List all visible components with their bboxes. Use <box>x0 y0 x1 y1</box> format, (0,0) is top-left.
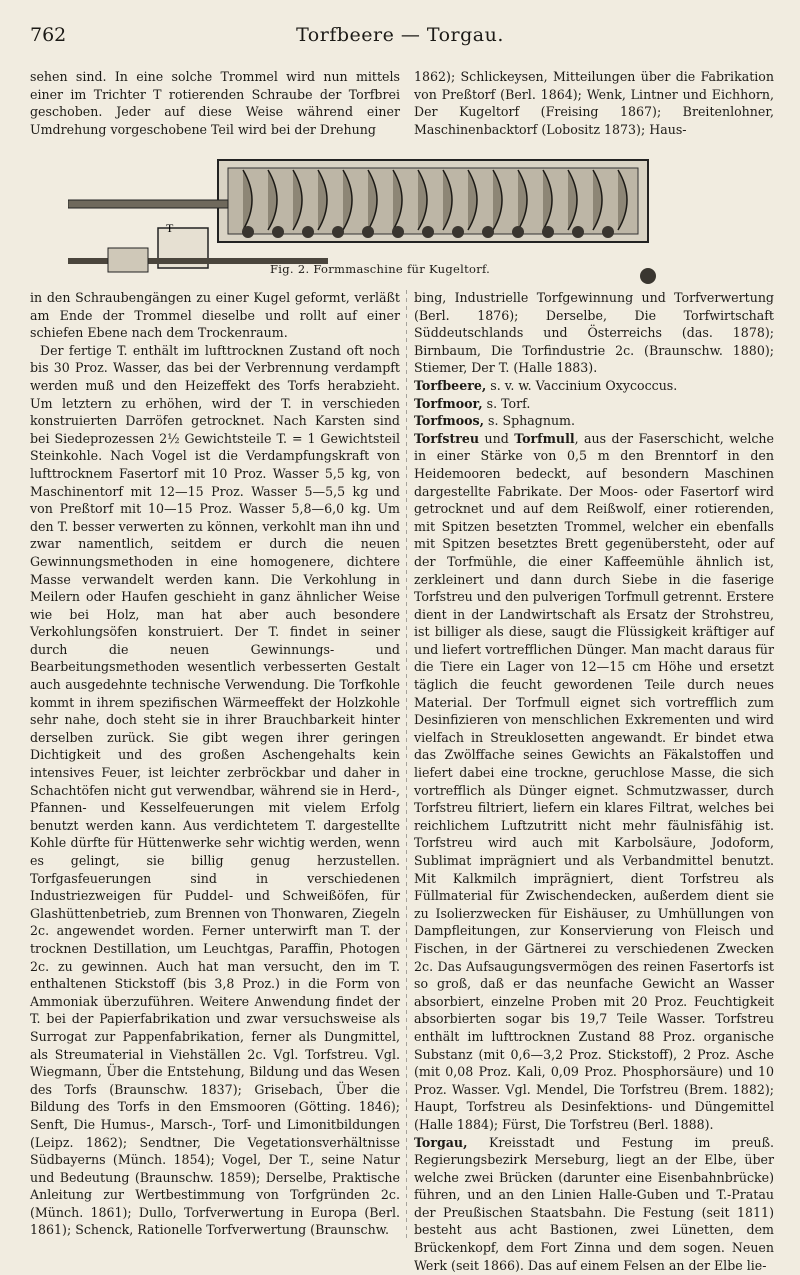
entry-text: s. v. w. Vaccinium Oxycoccus. <box>486 377 678 393</box>
headword: Torfmoos, <box>414 413 484 429</box>
headword: Torfmoor, <box>414 395 483 411</box>
funnel-label: T <box>166 221 174 235</box>
top-left-text: sehen sind. In eine solche Trommel wird nun mittels einer im Trichter T rotierenden Schraube der Torfbrei geschoben. Jeder auf diese Weise während einer Umdrehung vorgeschobene Teil wird bei der Drehung <box>30 69 400 137</box>
entry-torfmoos <box>414 412 774 430</box>
paragraph: in den Schraubengängen zu einer Kugel geformt, verläßt am Ende der Trommel dieselbe und rollt auf einer schiefen Ebene nach dem Trockenraum. <box>30 290 400 341</box>
entry-text: und <box>479 430 515 446</box>
figure-caption: Fig. 2. Formmaschine für Kugeltorf. <box>270 262 491 276</box>
top-right-column <box>414 68 774 138</box>
paragraph: Der fertige T. enthält im lufttrocknen Zustand oft noch bis 30 Proz. Wasser, das bei der Verbrennung verdampft werden muß und den Heizeffekt des Torfs herabzieht. Um letztern zu erhöhen, wird der T. in verschieden konstruierten Darröfen getrocknet. Nach Karsten sind bei Siedeprozessen 2½ Gewichtsteile T. = 1 Gewichtsteil Steinkohle. Nach Vogel ist die Verdampfungskraft von lufttrocknem Fasertorf mit 10 Proz. Wasser 5,5 kg, von Maschinentorf mit 12—15 Proz. Wasser 5—5,5 kg und von Preßtorf mit 10—15 Proz. Wasser 5,8—6,0 kg. Um den T. besser verwerten zu können, verkohlt man ihn und zwar namentlich, seitdem er durch die neuen Gewinnungsmethoden in eine homogenere, dichtere Masse verwandelt werden kann. Die Verkohlung in Meilern oder Haufen geschieht in ganz ähnlicher Weise wie bei Holz, man hat aber auch besondere Verkohlungsöfen konstruiert. Der T. findet in seiner durch die neuen Gewinnungs- und Bearbeitungsmethoden wesentlich verbesserten Gestalt auch ausgedehnte technische Verwendung. Die Torfkohle kommt in ihrem spezifischen Wärmeeffekt der Holzkohle sehr nahe, doch steht sie in ihrer Brauchbarkeit hinter derselben zurück. Sie gibt wegen ihrer geringen Dichtigkeit und des großen Aschengehalts kein intensives Feuer, ist leichter zerbröckbar und daher in Schachtöfen nicht gut verwendbar, während sie in Herd-, Pfannen- und Kesselfeuerungen mit vielem Erfolg benutzt werden kann. Aus verdichtetem T. dargestellte Kohle dürfte für Hüttenwerke sehr wichtig werden, wenn es gelingt, sie billig genug herzustellen. Torfgasfeuerungen sind in verschiedenen Industriezweigen für Puddel- und Schweißöfen, für Glashüttenbetrieb, zum Brennen von Thonwaren, Ziegeln 2c. angewendet worden. Ferner unterwirft man T. der trocknen Destillation, um Leuchtgas, Paraffin, Photogen 2c. zu gewinnen. Auch hat man versucht, den im T. enthaltenen Stickstoff (bis 3,8 Proz.) in die Form von Ammoniak überzuführen. Weitere Anwendung findet der T. bei der Papierfabrikation und zwar versuchsweise als Surrogat zur Pappenfabrikation, ferner als Dungmittel, als Streumaterial in Viehställen 2c. Vgl. Torfstreu. Vgl. Wiegmann, Über die Entstehung, Bildung und das Wesen des Torfs (Braunschw. 1837); Grisebach, Über die Bildung des Torfs in den Emsmooren (Götting. 1846); Senft, Die Humus-, Marsch-, Torf- und Limonitbildungen (Leipz. 1862); Sendtner, Die Vegetationsverhältnisse Südbayerns (Münch. 1854); Vogel, Der T., seine Natur und Bedeutung (Braunschw. 1859); Derselbe, Praktische Anleitung zur Wertbestimmung von Torfgründen 2c. (Münch. 1861); Dullo, Torfverwertung in Europa (Berl. 1861); Schenck, Rationelle Torfverwertung (Braunschw. <box>30 342 400 1238</box>
headword: Torfmull <box>514 430 575 446</box>
entry-torfmoor <box>414 395 774 413</box>
entry-text: Kreisstadt und Festung im preuß. Regierungsbezirk Merseburg, liegt an der Elbe, über welche zwei Brücken (darunter eine Eisenbahnbrücke) führen, und an den Linien Halle-Guben und T.-Pratau der Preußischen Staatsbahn. Die Festung (seit 1811) besteht aus acht Bastionen, zwei Lünetten, dem Brückenkopf, dem Fort Zinna und dem sogen. Neuen Werk (seit 1866). Das auf einem Felsen an der Elbe lie- <box>414 1134 774 1273</box>
paragraph: bing, Industrielle Torfgewinnung und Torfverwertung (Berl. 1876); Derselbe, Die Torfwirtschaft Süddeutschlands und Österreichs (das. 1878); Birnbaum, Die Torfindustrie 2c. (Braunschw. 1880); Stiemer, Der T. (Halle 1883). <box>414 290 774 376</box>
headword: Torfstreu <box>414 430 480 446</box>
page-number: 762 <box>30 24 67 46</box>
bottom-right-column <box>414 289 774 1274</box>
outlet-ball <box>640 268 656 284</box>
headword: Torgau, <box>414 1134 468 1150</box>
entry-torfbeere <box>414 377 774 395</box>
headword: Torfbeere, <box>414 377 487 393</box>
page-title: Torfbeere — Torgau. <box>296 24 504 46</box>
top-left-column <box>30 68 400 138</box>
column-divider <box>406 290 407 1240</box>
top-right-text: 1862); Schlickeysen, Mitteilungen über die Fabrikation von Preßtorf (Berl. 1864); Wenk, Lintner und Eichhorn, Der Kugeltorf (Freising 1867); Breitenlohner, Maschinenbacktorf (Lobositz 1873); Haus- <box>414 69 774 137</box>
entry-torgau <box>414 1134 774 1275</box>
entry-text: s. Torf. <box>482 395 531 411</box>
gear-box <box>108 248 148 272</box>
bottom-left-column <box>30 289 400 1239</box>
entry-text: s. Sphagnum. <box>483 413 575 429</box>
entry-torfstreu <box>414 430 774 1134</box>
entry-text: , aus der Faserschicht, welche in einer Stärke von 0,5 m den Brenntorf in den Heidemooren bedeckt, auf besondern Maschinen dargestellte Fabrikate. Der Moos- oder Fasertorf wird getrocknet und auf dem Reißwolf, einer rotierenden, mit Spitzen besetzten Trommel, welcher ein ebenfalls mit Spitzen besetztes Brett gegenübersteht, oder auf der Torfmühle, die einer Kaffeemühle ähnlich ist, zerkleinert und dann durch Siebe in die faserige Torfstreu und den pulverigen Torfmull getrennt. Erstere dient in der Landwirtschaft als Ersatz der Strohstreu, ist billiger als diese, saugt die Flüssigkeit kräftiger auf und liefert vortrefflichen Dünger. Man macht daraus für die Tiere ein Lager von 12—15 cm Höhe und ersetzt täglich die feucht gewordenen Teile durch neues Material. Der Torfmull eignet sich vortrefflich zum Desinfizieren von menschlichen Exkrementen und wird vielfach in Streuklosetten angewandt. Er bindet etwa das Zwölffache seines Gewichts an Fäkalstoffen und liefert dabei eine trockne, geruchlose Masse, die sich vortrefflich als Dünger eignet. Schmutzwasser, durch Torfstreu filtriert, liefern ein klares Filtrat, welches bei reichlichem Luftzutritt nicht mehr fäulnisfähig ist. Torfstreu wird auch mit Karbolsäure, Jodoform, Sublimat imprägniert und als Verbandmittel benutzt. Mit Kalkmilch imprägniert, dient Torfstreu als Füllmaterial für Zwischendecken, außerdem dient sie zu Isolierzwecken für Eishäuser, zu Umhüllungen von Dampfleitungen, zur Konservierung von Fleisch und Fischen, in der Gärtnerei zu verschiedenen Zwecken 2c. Das Aufsaugungsvermögen des reinen Fasertorfs ist so groß, daß er das neunfache Gewicht an Wasser absorbiert, einzelne Proben mit 20 Proz. Feuchtigkeit absorbierten sogar bis 19,7 Teile Wasser. Torfstreu enthält im lufttrocknen Zustand 88 Proz. organische Substanz (mit 0,6—3,2 Proz. Stickstoff), 2 Proz. Asche (mit 0,08 Proz. Kali, 0,09 Proz. Phosphorsäure) und 10 Proz. Wasser. Vgl. Mendel, Die Torfstreu (Brem. 1882); Haupt, Torfstreu als Desinfektions- und Düngemittel (Halle 1884); Fürst, Die Torfstreu (Berl. 1888). <box>414 430 774 1132</box>
page-header <box>30 24 770 64</box>
drive-shaft <box>68 200 228 208</box>
